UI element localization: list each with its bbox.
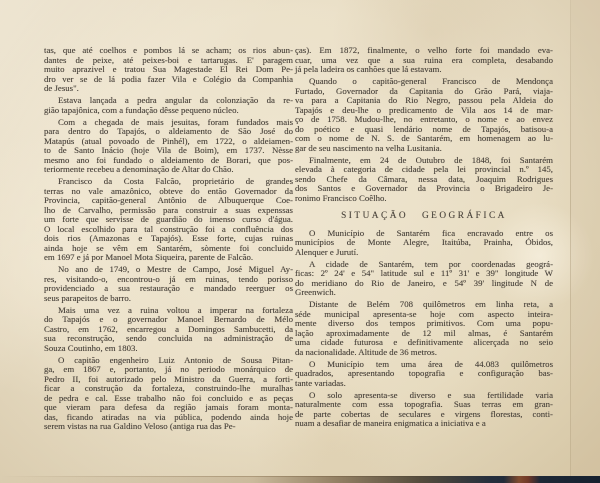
- text-line: ronimo Francisco Coêlho.: [295, 192, 387, 203]
- paragraph: [44, 118, 293, 175]
- text-line: mente diverso dos tempos primitivos. Com uma popu-: [295, 318, 553, 328]
- text-line: teriormente recebeu a denominação de Altar do Chão.: [44, 164, 234, 174]
- text-line: de Jesus".: [44, 83, 79, 93]
- text-line: ço de 1758. Mudou-lhe, no entretanto, o nome e ao envez: [295, 114, 553, 124]
- text-line: gar de seu nascimento na velha Lusitania.: [295, 142, 442, 153]
- paragraph: [44, 356, 293, 432]
- text-line: seus parapeitos de barro.: [44, 292, 131, 303]
- text-line: serem vistas na rua Galdino Veloso (antiga rua das Pe-: [44, 421, 236, 431]
- text-line: do Tapajós e o governador Manoel Bernardo de Mélo: [44, 314, 293, 324]
- text-line: Castro, em 1762, encarregou a Domingos Sambucetti, da: [44, 323, 293, 334]
- text-line: Tapajós e deu-lhe o predicamento de Vila aos 14 de mar-: [295, 104, 553, 115]
- text-line: ficar a construção da fortaleza, construindo-lhe muralhas: [44, 383, 293, 393]
- text-line: do poético e quasi lendário nome de Tapajós, batisou-a: [295, 123, 553, 134]
- text-line: Greenwich.: [295, 287, 336, 297]
- right-column: [295, 46, 553, 429]
- paragraph: [295, 229, 553, 258]
- paragraph: [295, 156, 553, 204]
- page-edge-shade: [571, 0, 600, 483]
- text-line: de pedra e cal. Esse trabalho não foi concluido e as peças: [44, 392, 293, 403]
- text-line: sendo Chefe da Câmara, nessa data, Joaquim Rodrigues: [295, 173, 553, 184]
- text-line: Matapús (atual povoado de Pinhél), em 1722, o aldeiamen-: [44, 135, 293, 146]
- text-line: Provincia, capitão-general Antônio de Albuquerque Coe-: [44, 195, 293, 205]
- text-line: No ano de 1749, o Mestre de Campo, José Miguel Ay-: [58, 264, 293, 274]
- right-column-intro: [295, 46, 553, 203]
- text-line: lho de Carvalho, permissão para construir a suas expenssas: [44, 204, 293, 215]
- text-line: ga, em 1867 e, portanto, já no periodo monárquico de: [44, 364, 293, 374]
- text-line: ças). Em 1872, finalmente, o velho forte foi mandado eva-: [295, 45, 553, 55]
- text-line: Distante de Belém 708 quilômetros em linha reta, a: [309, 299, 553, 309]
- text-line: lação aproximadamente de 12 mil almas, é Santarém: [295, 327, 553, 338]
- text-line: ficas: 2º 24' e 54" latitude sul e 11º 31' e 39" longitude W: [295, 268, 553, 278]
- text-line: da nacionalidade. Altitude de 36 metros.: [295, 346, 437, 357]
- paragraph: [44, 265, 293, 303]
- text-line: séde municipal apresenta-se hoje com aspecto inteira-: [295, 308, 553, 319]
- paragraph: [295, 77, 553, 153]
- paragraph: [295, 260, 553, 298]
- text-line: O capitão engenheiro Luiz Antonio de Sousa Pitan-: [58, 354, 293, 365]
- text-line: terras no vale amazônico, obteve do então Governador da: [44, 185, 293, 196]
- text-line: Mais uma vez a ruina voltou a imperar na fortaleza: [58, 304, 293, 315]
- text-line: va para a Capitania do Rio Negro, passou pela Aldeia do: [295, 95, 553, 105]
- text-line: quadrados, apresentando topografia e configuração bas-: [295, 368, 553, 378]
- text-line: tante variadas.: [295, 377, 346, 388]
- section-heading: SITUAÇÃO GEOGRÁFICA: [341, 211, 507, 221]
- text-line: dos Santos e Governador da Provincia o Brigadeiro Je-: [295, 183, 553, 193]
- paragraph: [295, 360, 553, 389]
- text-line: tas, que até coelhos e pombos lá se acham; os rios abun-: [44, 45, 293, 55]
- paragraph: [295, 391, 553, 429]
- text-line: muito aprazivel e tratou Sua Magestade El Rei Dom Pe-: [44, 64, 293, 74]
- text-line: Francisco da Costa Falcão, proprietário de grandes: [58, 176, 293, 186]
- text-line: dois rios (Amazonas e Tapajós). Esse forte, cujas ruinas: [44, 233, 293, 243]
- text-line: naturalmente com essa topografia. Suas terras em gran-: [295, 399, 553, 409]
- text-line: de parte cobertas de seculares e virgens florestas, conti-: [295, 408, 553, 419]
- text-line: providenciado a sua restauração e mandado reerguer os: [44, 283, 293, 293]
- text-line: já pela ladeira os canhões que lá estavam.: [295, 64, 442, 74]
- paragraph: [44, 96, 293, 115]
- paragraph: [295, 46, 553, 75]
- text-line: O local escolhido para tal construção foi a confluência dos: [44, 223, 293, 234]
- text-line: O solo apresenta-se diverso e sua fertilidade varia: [309, 389, 553, 400]
- text-line: nuam a desafiar de maneira enigmatica a iniciativa e a: [295, 418, 486, 428]
- text-line: O Município tem uma área de 44.083 quilômetros: [309, 358, 553, 369]
- scan-bottom-edge: [0, 476, 600, 483]
- text-line: que vieram para defesa da região jamais foram monta-: [44, 402, 293, 412]
- text-line: Finalmente, em 24 de Outubro de 1848, foi Santarém: [309, 154, 553, 165]
- text-line: Quando o capitão-general Francisco de Mendonça: [309, 76, 553, 86]
- text-line: para dentro do Tapajós, o aldeiamento de São José do: [44, 126, 293, 136]
- text-line: gião tapajônica, com a fundação dêsse pequeno núcleo.: [44, 104, 239, 115]
- text-line: O Município de Santarém fica encravado entre os: [309, 227, 553, 238]
- text-line: elevada à categoria de cidade pela lei provincial n.º 145,: [295, 164, 553, 174]
- paragraph: [44, 306, 293, 354]
- right-column-geography: [295, 229, 553, 429]
- text-line: Pedro II, foi autorizado pelo Ministro da Guerra, a forti-: [44, 373, 293, 384]
- paragraph: [44, 177, 293, 263]
- text-line: Estava lançada a pedra angular da colonziação da re-: [58, 95, 293, 105]
- text-line: dantes de peixe, até peixes-boi e tartarugas. E' paragem: [44, 54, 293, 65]
- text-line: municípios de Monte Alegre, Itaitúba, Prainha, Óbidos,: [295, 237, 553, 247]
- text-line: do meridiano do Rio de Janeiro, e 54º 39' lingitude N de: [295, 277, 553, 288]
- text-line: das, ficando atiradas na via pública, podendo ainda hoje: [44, 411, 293, 422]
- text-line: sua reconstrução, sendo concluida na administração de: [44, 333, 293, 343]
- text-line: mesmo ano foi fundado o aldeiamento de Borari, que pos-: [44, 154, 293, 165]
- text-line: Souza Coutinho, em 1803.: [44, 342, 138, 353]
- text-line: to de Santo Inácio (hoje Vila de Boim), em 1737. Nèsse: [44, 145, 293, 155]
- paragraph: [295, 300, 553, 357]
- text-line: em 1697 e já por Manoel Mota Siqueira, parente de Falcão.: [44, 252, 254, 262]
- text-line: Furtado, Governador da Capitania do Grão Pará, viaja-: [295, 85, 553, 96]
- text-line: A cidade de Santarém, tem por coordenadas geográ-: [309, 258, 553, 269]
- text-line: um forte que servisse de guardião do imenso curso d'água.: [44, 214, 293, 224]
- text-line: res, visitando-o, encontrou-o já em ruinas, tendo porisso: [44, 273, 293, 284]
- paragraph: [44, 46, 293, 94]
- text-line: Alenquer e Jurutí.: [295, 246, 359, 257]
- text-line: uma cidade futurosa e definitivamente alicerçada no seio: [295, 337, 553, 347]
- text-line: ainda hoje se vêm em Santarém, sòmente foi concluido: [44, 242, 293, 253]
- text-line: Com a chegada de mais jesuitas, foram fundados mais: [58, 116, 293, 127]
- text-line: com o nome de N. S. de Santarém, em homenagem ao lu-: [295, 133, 553, 143]
- text-line: cuar, uma vez que a sua ruina era completa, desabando: [295, 54, 553, 65]
- text-line: dro ver se de lá podia fazer Vila e Colégio da Companhia: [44, 73, 293, 84]
- left-column: [44, 46, 293, 432]
